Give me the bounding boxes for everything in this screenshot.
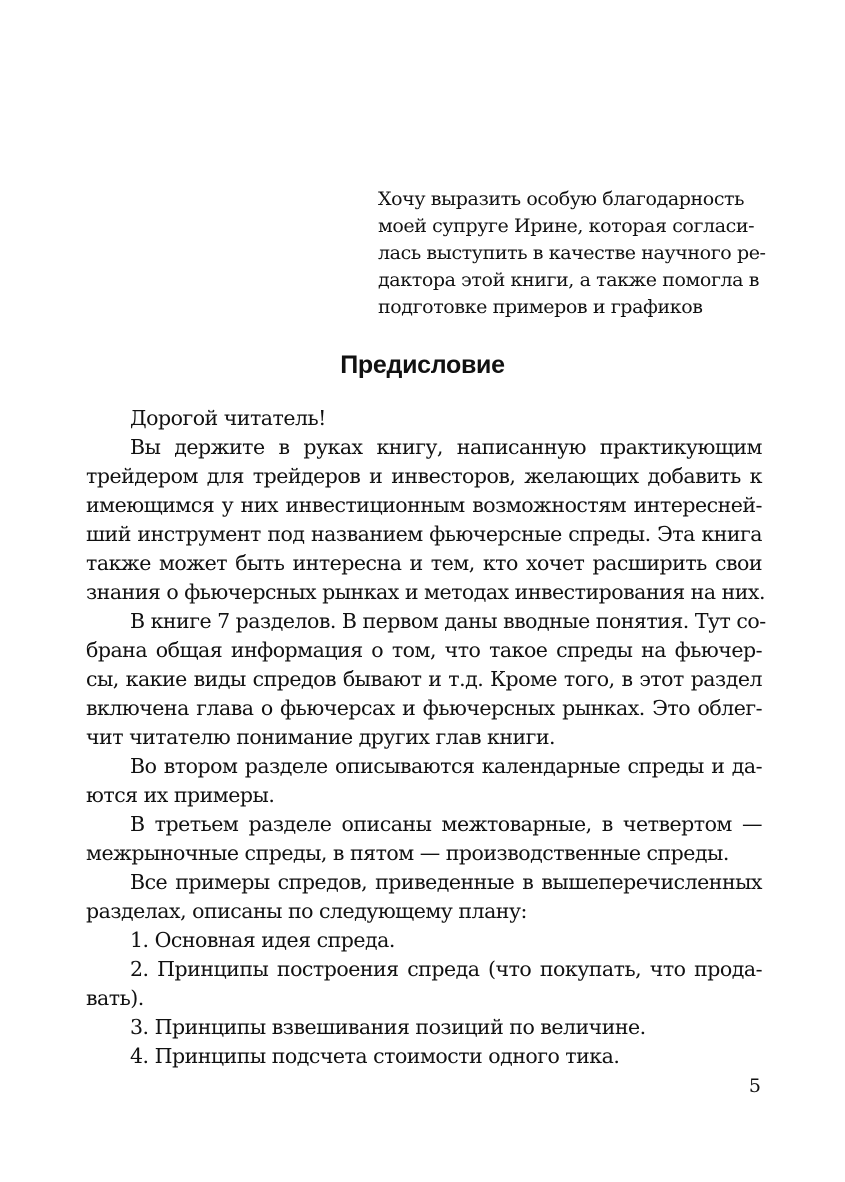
- page-number: 5: [748, 1075, 761, 1097]
- page-title: Предисловие: [340, 351, 505, 379]
- text-line: Все примеры спредов, приведенные в вышеперечисленных: [130, 870, 762, 894]
- epigraph-line: лась выступить в качестве научного ре-: [378, 242, 766, 264]
- epigraph-line: дактора этой книги, а также помогла в: [378, 269, 760, 291]
- list-item-continuation: вать).: [86, 986, 144, 1010]
- text-line: В третьем разделе описаны межтоварные, в четвертом —: [130, 812, 762, 836]
- text-line: знания о фьючерсных рынках и методах инвестирования на них.: [86, 580, 765, 604]
- list-item: 4. Принципы подсчета стоимости одного тика.: [130, 1044, 620, 1068]
- text-line: включена глава о фьючерсах и фьючерсных рынках. Это облег-: [86, 696, 762, 720]
- text-line: разделах, описаны по следующему плану:: [86, 899, 527, 923]
- text-line: Во втором разделе описываются календарные спреды и да-: [130, 754, 762, 778]
- text-line: В книге 7 разделов. В первом даны вводные понятия. Тут со-: [130, 609, 766, 633]
- text-line: ший инструмент под названием фьючерсные спреды. Эта книга: [86, 522, 762, 546]
- text-line: брана общая информация о том, что такое спреды на фьючер-: [86, 638, 762, 662]
- epigraph-line: подготовке примеров и графиков: [378, 296, 703, 318]
- epigraph-line: Хочу выразить особую благодарность: [378, 188, 745, 210]
- epigraph: [378, 186, 768, 321]
- list-item: 2. Принципы построения спреда (что покупать, что прода-: [130, 957, 762, 981]
- text-line: ются их примеры.: [86, 783, 275, 807]
- list-item: 3. Принципы взвешивания позиций по величине.: [130, 1015, 646, 1039]
- text-line: трейдером для трейдеров и инвесторов, желающих добавить к: [86, 464, 762, 488]
- text-line: сы, какие виды спредов бывают и т.д. Кроме того, в этот раздел: [86, 667, 762, 691]
- list-item: 1. Основная идея спреда.: [130, 928, 395, 952]
- text-line: Дорогой читатель!: [130, 406, 326, 430]
- text-line: также может быть интересна и тем, кто хочет расширить свои: [86, 551, 762, 575]
- body-text: [86, 404, 766, 1071]
- text-line: имеющимся у них инвестиционным возможностям интересней-: [86, 493, 762, 517]
- text-line: межрыночные спреды, в пятом — производственные спреды.: [86, 841, 729, 865]
- text-line: чит читателю понимание других глав книги.: [86, 725, 556, 749]
- epigraph-line: моей супруге Ирине, которая согласи-: [378, 215, 755, 237]
- text-line: Вы держите в руках книгу, написанную практикующим: [130, 435, 762, 459]
